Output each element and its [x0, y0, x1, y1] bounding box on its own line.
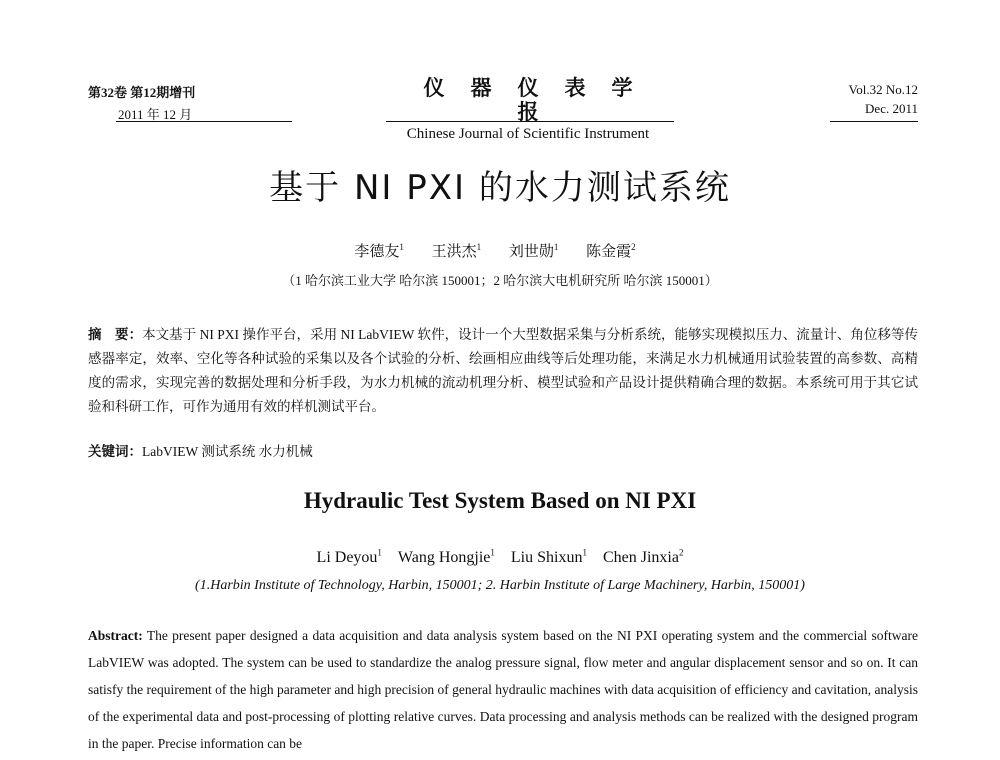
header-rule-center [386, 121, 674, 122]
header-rule-right [830, 121, 918, 122]
date-en: Dec. 2011 [865, 101, 918, 116]
author-en: Chen Jinxia$^2$ [602, 548, 684, 567]
abstract-en-label: Abstract: [88, 628, 143, 643]
header-right [849, 82, 918, 117]
journal-name-cn: 仪器仪表学报 [423, 76, 659, 124]
volume-issue-en: Vol.32 No.12 [848, 82, 918, 97]
author-list-en [0, 548, 1000, 567]
paper-title-en: Hydraulic Test System Based on NI PXI [303, 488, 697, 513]
affiliation-en: (1.Harbin Institute of Technology, Harbin, 150001; 2. Harbin Institute of Large Machinery, Harbin, 150001) [195, 578, 805, 593]
abstract-cn-label: 摘 要： [88, 327, 143, 342]
author-list-cn [0, 240, 1000, 261]
keywords-cn-label: 关键词： [88, 444, 142, 459]
volume-issue-cn: 第32卷 第12期增刊 [88, 85, 196, 100]
abstract-cn-text: 本文基于 NI PXI 操作平台，采用 NI LabVIEW 软件，设计一个大型数据采集与分析系统，能够实现模拟压力、流量计、角位移等传感器率定，效率、空化等各种试验的采集以及各个试验的分析、绘画相应曲线等后处理功能，来满足水力机械通用试验装置的高参数、高精度的需求，实现完善的数据处理和分析手段，为水力机械的流动机理分析、模型试验和产品设计提供精确合理的数据。本系统可用于其它试验和科研工作，可作为通用有效的样机测试平台。 [88, 327, 919, 414]
header-rule-left [116, 121, 292, 122]
paper-title-cn: 基于 NI PXI 的水力测试系统 [269, 168, 731, 208]
abstract-en [88, 622, 918, 757]
keywords-cn [88, 440, 918, 460]
author-en: Liu Shixun$^1$ [510, 548, 587, 567]
author-cn: 李德友$^1$ [354, 242, 404, 260]
affiliation-cn: （1 哈尔滨工业大学 哈尔滨 150001；2 哈尔滨大电机研究所 哈尔滨 150001） [282, 273, 718, 288]
author-cn: 刘世勋$^1$ [508, 242, 559, 260]
author-cn: 陈金霞$^2$ [586, 242, 636, 260]
header-left [88, 82, 195, 123]
keywords-cn-text: LabVIEW 测试系统 水力机械 [142, 444, 313, 459]
author-en: Wang Hongjie$^1$ [397, 548, 495, 567]
abstract-en-text: The present paper designed a data acquisition and data analysis system based on the NI PXI operating system and the commercial software LabVIEW was adopted. The system can be used to standardize the analog pressure signal, flow meter and angular displacement sensor and so on. It can satisfy the requirement of the high parameter and high precision of general hydraulic machines with data acquisition of efficiency and cavitation, analysis of the experimental data and post-processing of plotting relative curves. Data processing and analysis methods can be realized with the designed program in the paper. Precise information can be [88, 628, 918, 751]
author-en: Li Deyou$^1$ [316, 548, 382, 567]
header-center [378, 76, 678, 143]
journal-header [88, 76, 918, 142]
author-cn: 王洪杰$^1$ [431, 242, 482, 260]
date-cn: 2011 年 12 月 [118, 107, 193, 122]
abstract-cn [88, 323, 918, 419]
journal-name-en: Chinese Journal of Scientific Instrument [406, 126, 650, 142]
